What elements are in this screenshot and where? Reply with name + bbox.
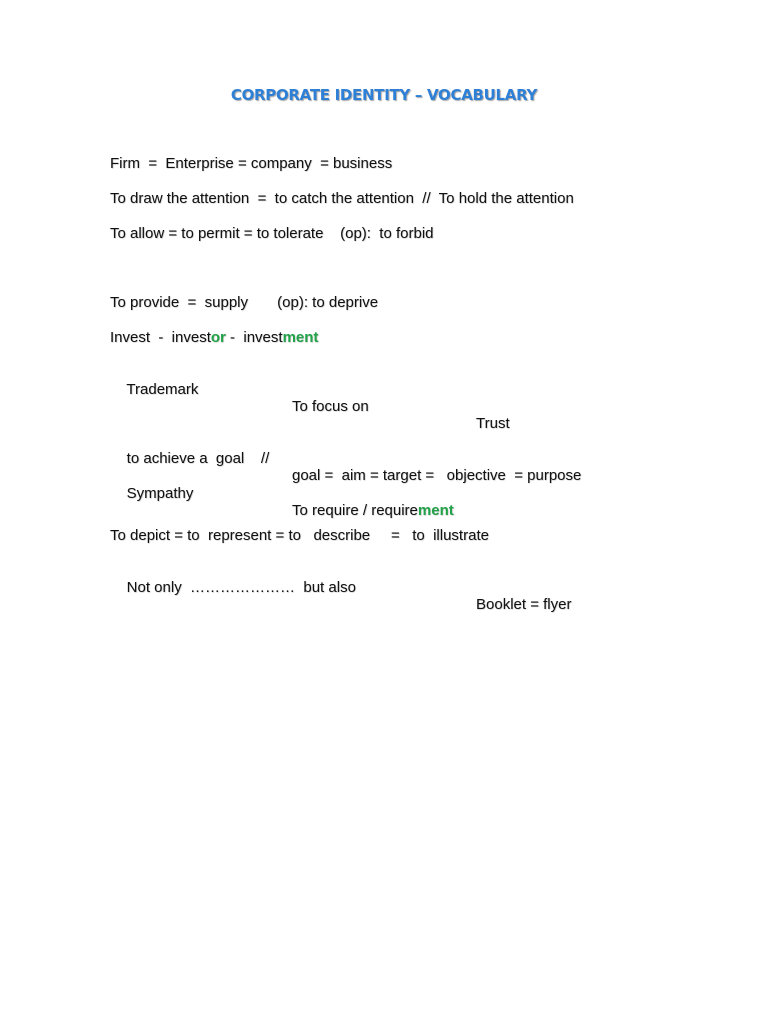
sympathy-term: Sympathy [126,485,194,502]
requirement-suffix-highlight: ment [417,502,454,519]
require-text: To require / require [292,502,418,519]
vocab-line-not-only [110,562,670,630]
goal-synonyms: goal = aim = target = objective = purpose [292,467,582,484]
require-term [292,502,454,519]
vocab-line-invest [110,329,318,346]
investment-suffix-highlight: ment [282,329,319,346]
vocab-line-attention: To draw the attention = to catch the attention // To hold the attention [110,190,574,207]
vocab-line-sympathy [110,468,670,536]
invest-text: Invest - invest [110,329,211,346]
invest-text-2: - invest [225,329,283,346]
vocab-line-allow: To allow = to permit = to tolerate (op): to forbid [110,225,434,242]
trust-term: Trust [476,415,510,432]
invest-suffix-highlight: or [210,329,226,346]
achieve-goal-term: to achieve a goal // [126,450,270,467]
not-only-term: Not only ………………… but also [126,579,356,596]
trademark-term: Trademark [126,381,199,398]
vocab-line-firm: Firm = Enterprise = company = business [110,155,393,172]
vocab-line-depict: To depict = to represent = to describe = to illustrate [110,527,489,544]
document-title: CORPORATE IDENTITY – VOCABULARY [230,86,538,104]
booklet-term: Booklet = flyer [476,596,572,613]
vocab-line-provide: To provide = supply (op): to deprive [110,294,379,311]
focus-term: To focus on [292,398,369,415]
